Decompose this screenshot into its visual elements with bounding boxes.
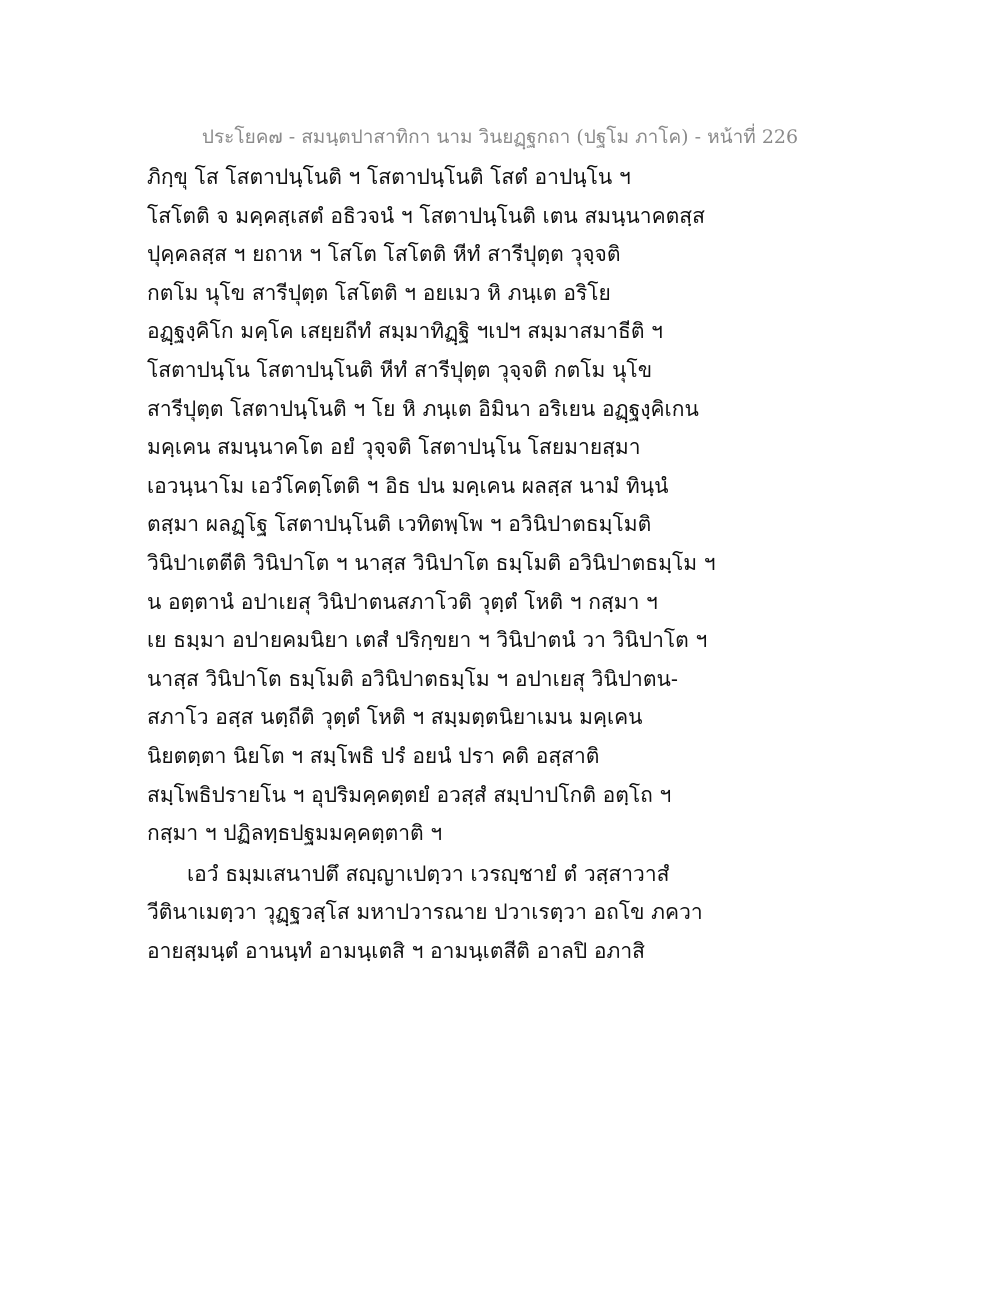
text-line: ปุคฺคลสฺส ฯ ยถาห ฯ โสโต โสโตติ หีทํ สารีปุตฺต วุจฺจติ	[147, 242, 621, 267]
text-line: วินิปาเตตีติ วินิปาโต ฯ นาสฺส วินิปาโต ธมฺโมติ อวินิปาตธมฺโม ฯ	[147, 550, 716, 575]
text-line: ตสฺมา ผลฏฺโฐ โสตาปนฺโนติ เวทิตพฺโพ ฯ อวินิปาตธมฺโมติ	[147, 512, 652, 537]
text-line: นาสฺส วินิปาโต ธมฺโมติ อวินิปาตธมฺโม ฯ อปาเยสุ วินิปาตน-	[147, 666, 678, 691]
text-line: อายสฺมนฺตํ อานนฺทํ อามนฺเตสิ ฯ อามนฺเตสีติ อาลปิ อภาสิ	[147, 938, 645, 963]
text-line: ภิกฺขุ โส โสตาปนฺโนติ ฯ โสตาปนฺโนติ โสตํ อาปนฺโน ฯ	[147, 165, 631, 189]
running-header: ประโยค๗ - สมนฺตปาสาทิกา นาม วินยฏฺฐกถา (ปฐโม ภาโค) - หน้าที่ 226	[201, 126, 799, 148]
paragraph-2	[147, 855, 867, 971]
text-line: โสโตติ จ มคฺคสฺเสตํ อธิวจนํ ฯ โสตาปนฺโนติ เตน สมนฺนาคตสฺส	[147, 203, 705, 228]
text-line: สมฺโพธิปรายโน ฯ อุปริมคฺคตฺตยํ อวสฺสํ สมฺปาปโกติ อตฺโถ ฯ	[147, 782, 672, 807]
paragraph-1	[147, 158, 867, 853]
text-line: เย ธมฺมา อปายคมนิยา เตสํ ปริกฺขยา ฯ วินิปาตนํ วา วินิปาโต ฯ	[147, 628, 708, 653]
text-line: อฏฺฐงฺคิโก มคฺโค เสยฺยถีทํ สมฺมาทิฏฺฐิ ฯเปฯ สมฺมาสมาธีติ ฯ	[147, 319, 663, 344]
text-line: สภาโว อสฺส นตฺถีติ วุตฺตํ โหติ ฯ สมฺมตฺตนิยาเมน มคฺเคน	[147, 705, 643, 730]
text-line: เอวํ ธมฺมเสนาปตึ สญฺญาเปตฺวา เวรญฺชายํ ตํ วสฺสาวาสํ	[187, 861, 670, 886]
text-line: สารีปุตฺต โสตาปนฺโนติ ฯ โย หิ ภนฺเต อิมินา อริเยน อฏฺฐงฺคิเกน	[147, 396, 699, 421]
text-line: น อตฺตานํ อปาเยสุ วินิปาตนสภาโวติ วุตฺตํ โหติ ฯ กสฺมา ฯ	[147, 589, 658, 614]
text-line: วีตินาเมตฺวา วุฏฺฐวสฺโส มหาปวารณาย ปวาเรตฺวา อถโข ภควา	[147, 900, 703, 925]
text-line: กตโม นุโข สารีปุตฺต โสโตติ ฯ อยเมว หิ ภนฺเต อริโย	[147, 280, 611, 305]
text-line: โสตาปนฺโน โสตาปนฺโนติ หีทํ สารีปุตฺต วุจฺจติ กตโม นุโข	[147, 357, 653, 382]
text-line: กสฺมา ฯ ปฏิลทฺธปฐมมคฺคตฺตาติ ฯ	[147, 821, 443, 846]
body-text	[147, 158, 867, 970]
text-line: นิยตตฺตา นิยโต ฯ สมฺโพธิ ปรํ อยนํ ปรา คติ อสฺสาติ	[147, 743, 600, 768]
text-line: เอวนฺนาโม เอวํโคตฺโตติ ฯ อิธ ปน มคฺเคน ผลสฺส นามํ ทินฺนํ	[147, 473, 669, 498]
text-line: มคฺเคน สมนฺนาคโต อยํ วุจฺจติ โสตาปนฺโน โสยมายสฺมา	[147, 435, 641, 460]
